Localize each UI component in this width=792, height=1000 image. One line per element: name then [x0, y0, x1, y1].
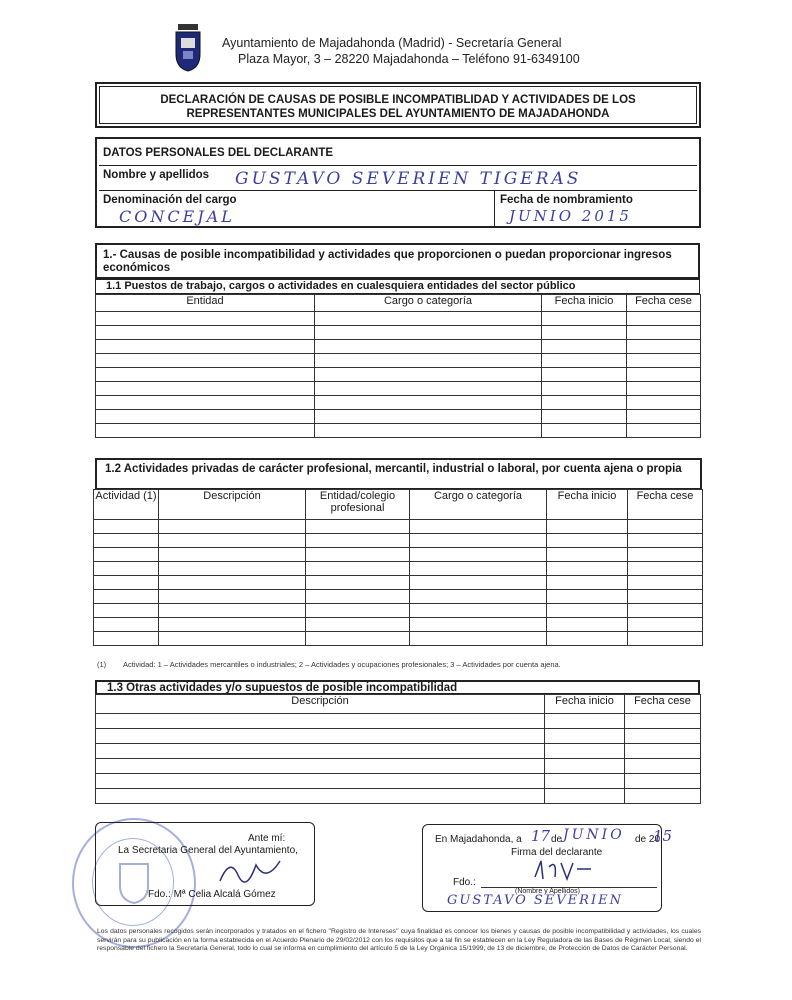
- declarant-signature: [531, 857, 595, 885]
- table-row: [96, 410, 701, 424]
- year-prefix: de 20: [635, 834, 661, 845]
- footnote-number: (1): [97, 660, 107, 669]
- firma-label: Firma del declarante: [511, 847, 603, 858]
- sub12-title-box: [95, 458, 702, 490]
- sub13-title: 1.3 Otras actividades y/o supuestos de posible incompatibilidad: [107, 682, 458, 694]
- fdo-label: Fdo.:: [453, 877, 476, 888]
- place-label: En Majadahonda, a: [435, 834, 522, 845]
- table-row: [96, 729, 701, 744]
- title-line-1: DECLARACIÓN DE CAUSAS DE POSIBLE INCOMPATIBLIDAD Y ACTIVIDADES DE LOS: [160, 94, 636, 106]
- table-row: [96, 759, 701, 774]
- table-row: [96, 714, 701, 729]
- table-row: [96, 774, 701, 789]
- col-header: Entidad: [96, 295, 315, 312]
- table-row: [94, 618, 703, 632]
- col-header: Fecha inicio: [545, 695, 625, 714]
- header-line-1: Ayuntamiento de Majadahonda (Madrid) - Secretaría General: [222, 36, 562, 50]
- section1-title-box: [95, 243, 700, 279]
- personal-data-box: [95, 137, 701, 228]
- year-value: 15: [653, 827, 673, 845]
- footnote: Actividad: 1 – Actividades mercantiles o industriales; 2 – Actividades y ocupaciones profesionales; 3 – Actividades por cuenta ajena.: [123, 660, 561, 669]
- col-header: Cargo o categoría: [410, 490, 547, 520]
- privacy-notice: Los datos personales recogidos serán incorporados y tratados en el fichero "Registro de Intereses" cuya finalidad es conocer los bienes y causas de posible incompatibilidad y actividades, los cuales servirán para su publicación en la forma establecida en el Acuerdo Plenario de 29/02/2012 con los requisitos que a tal fin se establecen en la Ley Reguladora de las Bases de Régimen Local, siendo el responsable del fichero la Secretaría General, todo lo cual se informa en cumplimiento del artículo 5 de la Ley Orgánica 15/1999, de 13 de diciembre, de Protección de Datos de Carácter Personal.: [97, 928, 701, 952]
- col-header: Actividad (1): [94, 490, 159, 520]
- day-value: 17: [531, 827, 551, 845]
- personal-heading: DATOS PERSONALES DEL DECLARANTE: [103, 147, 334, 159]
- table-row: [94, 632, 703, 646]
- table-row: [94, 604, 703, 618]
- cargo-label: Denominación del cargo: [103, 194, 237, 206]
- title-line-2: REPRESENTANTES MUNICIPALES DEL AYUNTAMIENTO DE MAJADAHONDA: [186, 108, 610, 120]
- table-13: [95, 694, 701, 804]
- month-value: JUNIO: [563, 827, 625, 843]
- antemi-label: Ante mí:: [248, 833, 286, 844]
- secretary-label: La Secretaria General del Ayuntamiento,: [118, 845, 298, 856]
- table-row: [94, 576, 703, 590]
- sub12-title: 1.2 Actividades privadas de carácter profesional, mercantil, industrial o laboral, por cuenta ajena o propia: [105, 463, 682, 475]
- table-row: [96, 789, 701, 804]
- table-row: [96, 368, 701, 382]
- secretary-name: Fdo.: Mª Celia Alcalá Gómez: [148, 889, 276, 900]
- cargo-value: CONCEJAL: [119, 207, 235, 226]
- table-row: [96, 382, 701, 396]
- table-row: [94, 562, 703, 576]
- col-header: Fecha inicio: [542, 295, 627, 312]
- declarant-box: [422, 824, 673, 912]
- secretary-signature: [216, 853, 286, 887]
- coat-of-arms-logo: [172, 24, 204, 72]
- table-row: [94, 548, 703, 562]
- table-row: [96, 326, 701, 340]
- name-value: GUSTAVO SEVERIEN TIGERAS: [235, 169, 582, 189]
- col-header: Fecha cese: [628, 490, 703, 520]
- fecha-value: JUNIO 2015: [509, 207, 632, 225]
- table-12: [93, 489, 703, 646]
- sub11-title-box: [95, 279, 700, 294]
- col-header: Entidad/colegio profesional: [306, 490, 410, 520]
- name-label: Nombre y apellidos: [103, 169, 210, 181]
- table-row: [96, 424, 701, 438]
- table-row: [94, 520, 703, 534]
- table-row: [96, 744, 701, 759]
- col-header: Fecha cese: [627, 295, 701, 312]
- table-row: [96, 354, 701, 368]
- col-header: Cargo o categoría: [315, 295, 542, 312]
- table-row: [96, 396, 701, 410]
- title-box: [95, 82, 701, 128]
- sub11-title: 1.1 Puestos de trabajo, cargos o actividades en cualesquiera entidades del sector público: [106, 280, 576, 292]
- table-row: [96, 312, 701, 326]
- header-line-2: Plaza Mayor, 3 – 28220 Majadahonda – Teléfono 91-6349100: [238, 52, 580, 66]
- table-row: [94, 590, 703, 604]
- de-label: de: [551, 834, 563, 845]
- secretary-box: [95, 822, 315, 906]
- fecha-label: Fecha de nombramiento: [500, 194, 633, 206]
- table-row: [94, 534, 703, 548]
- col-header: Descripción: [159, 490, 306, 520]
- sub13-title-box: [95, 680, 700, 695]
- col-header: Descripción: [96, 695, 545, 714]
- table-11: [95, 294, 701, 438]
- col-header: Fecha cese: [625, 695, 701, 714]
- declarant-name-hand: GUSTAVO SEVERIEN: [447, 893, 623, 908]
- col-header: Fecha inicio: [547, 490, 628, 520]
- nombre-apellidos-label: (Nombre y Apellidos): [515, 888, 580, 895]
- table-row: [96, 340, 701, 354]
- section1-title: 1.- Causas de posible incompatibilidad y actividades que proporcionen o puedan proporcionar ingresos económicos: [103, 249, 672, 274]
